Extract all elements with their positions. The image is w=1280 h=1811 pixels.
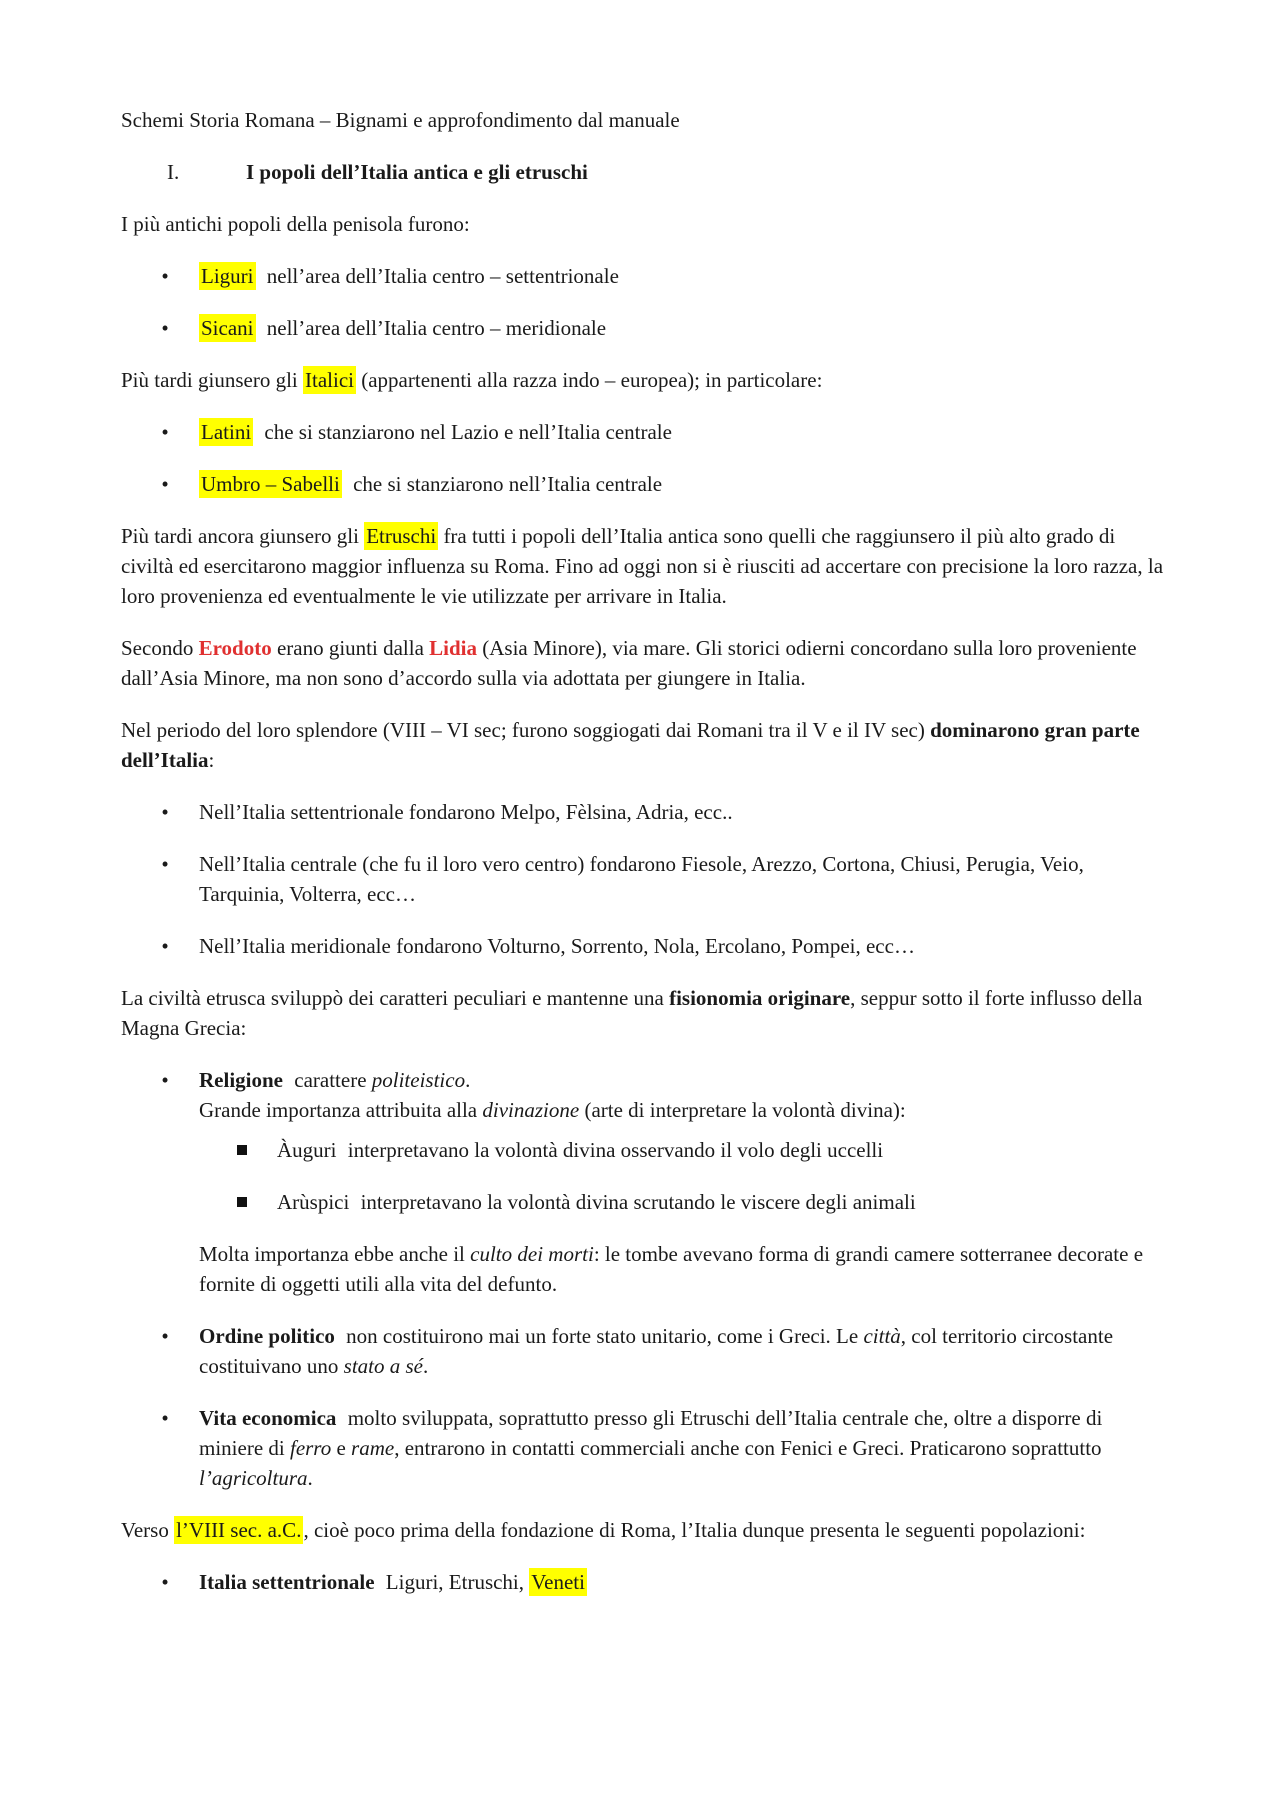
bullet-icon: • [161, 1406, 169, 1430]
bold-term: Religione [199, 1068, 283, 1092]
item-text: nell’area dell’Italia centro – settentrionale [266, 264, 619, 288]
bold-term: fisionomia originare [669, 986, 851, 1010]
section-number: I. [167, 160, 180, 184]
list-item [121, 797, 1165, 827]
highlighted-term: l’VIII sec. a.C. [176, 1518, 302, 1542]
list-item-ordine: • Ordine politico non costituirono mai un forte stato unitario, come i Greci. Le città, col territorio circostante costituivano uno stato a sé. [121, 1321, 1165, 1381]
list-item-religione: • Religione carattere politeistico. Grande importanza attribuita alla divinazione (arte di interpretare la volontà divina): Àuguri interpretavano la volontà divina osservando il volo degli uccelli Arùspici interpretavano la volontà divina scrutando le viscere degli animali Molta importanza ebbe anche il culto dei morti: le tombe avevano forma di grandi camere sotterranee decorate e fornite di oggetti utili alla vita del defunto. [121, 1065, 1165, 1299]
bold-term: dominarono gran parte dell’Italia [121, 718, 1140, 772]
item-text: che si stanziarono nel Lazio e nell’Italia centrale [264, 420, 672, 444]
highlighted-term: Umbro – Sabelli [201, 472, 340, 496]
list-item [121, 417, 1165, 447]
bold-term: Ordine politico [199, 1324, 335, 1348]
list-item: • Italia settentrionale Liguri, Etruschi, Veneti [121, 1567, 1165, 1597]
bullet-icon: • [161, 934, 169, 958]
bullet-icon: • [161, 800, 169, 824]
list-ancient-peoples [121, 261, 1165, 343]
list-item [121, 261, 1165, 291]
bullet-icon: • [161, 852, 169, 876]
paragraph-verso-viii: Verso l’VIII sec. a.C., cioè poco prima della fondazione di Roma, l’Italia dunque presenta le seguenti popolazioni: [121, 1518, 1086, 1542]
item-text: nell’area dell’Italia centro – meridionale [266, 316, 607, 340]
document-title: Schemi Storia Romana – Bignami e approfondimento dal manuale [121, 108, 680, 132]
paragraph-erodoto: Secondo Erodoto erano giunti dalla Lidia (Asia Minore), via mare. Gli storici odierni concordano sulla loro proveniente dall’Asia Minore, ma non sono d’accordo sulla via adottata per giungere in Italia. [121, 636, 1137, 690]
bullet-icon: • [161, 1324, 169, 1348]
square-bullet-icon [237, 1197, 247, 1207]
item-text: interpretavano la volontà divina osservando il volo degli uccelli [347, 1138, 884, 1162]
item-term: Arùspici [277, 1190, 350, 1214]
item-text: Nell’Italia settentrionale fondarono Melpo, Fèlsina, Adria, ecc.. [199, 800, 733, 824]
bold-term: Vita economica [199, 1406, 337, 1430]
highlighted-term: Etruschi [366, 524, 437, 548]
highlighted-term: Liguri [201, 264, 254, 288]
highlighted-term: Italici [305, 368, 354, 392]
item-term: Àuguri [277, 1138, 337, 1162]
bullet-icon: • [161, 420, 169, 444]
list-item [121, 849, 1165, 909]
list-item-vita: • Vita economica molto sviluppata, soprattutto presso gli Etruschi dell’Italia centrale che, oltre a disporre di miniere di ferro e rame, entrarono in contatti commerciali anche con Fenici e Greci. Praticarono soprattutto l’agricoltura. [121, 1403, 1165, 1493]
paragraph-culto-morti: Molta importanza ebbe anche il culto dei morti: le tombe avevano forma di grandi camere sotterranee decorate e fornite di oggetti utili alla vita del defunto. [199, 1242, 1144, 1296]
list-foundations [121, 797, 1165, 961]
section-title: I popoli dell’Italia antica e gli etruschi [246, 160, 588, 184]
list-item [199, 1187, 1165, 1217]
bullet-icon: • [161, 264, 169, 288]
bullet-icon: • [161, 316, 169, 340]
bullet-icon: • [161, 1570, 169, 1594]
list-item [121, 931, 1165, 961]
highlighted-term: Latini [201, 420, 252, 444]
list-item [199, 1135, 1165, 1165]
sublist-divinazione [199, 1135, 1165, 1217]
item-text: Nell’Italia meridionale fondarono Volturno, Sorrento, Nola, Ercolano, Pompei, ecc… [199, 934, 915, 958]
highlighted-term: Sicani [201, 316, 254, 340]
highlighted-term: Veneti [531, 1570, 585, 1594]
paragraph-ancient-peoples: I più antichi popoli della penisola furono: [121, 212, 470, 236]
section-heading [121, 157, 1165, 187]
item-text: che si stanziarono nell’Italia centrale [353, 472, 663, 496]
red-term: Lidia [429, 636, 478, 660]
list-item [121, 313, 1165, 343]
list-popolazioni [121, 1567, 1165, 1597]
paragraph-splendore: Nel periodo del loro splendore (VIII – VI sec; furono soggiogati dai Romani tra il V e il IV sec) dominarono gran parte dell’Italia: [121, 718, 1140, 772]
paragraph-italici: Più tardi giunsero gli Italici (appartenenti alla razza indo – europea); in particolare: [121, 368, 823, 392]
bold-term: Italia settentrionale [199, 1570, 375, 1594]
list-civilta [121, 1065, 1165, 1493]
item-text: Nell’Italia centrale (che fu il loro vero centro) fondarono Fiesole, Arezzo, Cortona, Chiusi, Perugia, Veio, Tarquinia, Volterra, ecc… [199, 852, 1084, 906]
list-italici [121, 417, 1165, 499]
item-text: interpretavano la volontà divina scrutando le viscere degli animali [360, 1190, 916, 1214]
paragraph-civilta: La civiltà etrusca sviluppò dei caratteri peculiari e mantenne una fisionomia originare, seppur sotto il forte influsso della Magna Grecia: [121, 986, 1143, 1040]
red-term: Erodoto [198, 636, 272, 660]
bullet-icon: • [161, 472, 169, 496]
bullet-icon: • [161, 1068, 169, 1092]
square-bullet-icon [237, 1145, 247, 1155]
paragraph-etruschi: Più tardi ancora giunsero gli Etruschi fra tutti i popoli dell’Italia antica sono quelli che raggiunsero il più alto grado di civiltà ed esercitarono maggior influenza su Roma. Fino ad oggi non si è riusciti ad accertare con precisione la loro razza, la loro provenienza ed eventualmente le vie utilizzate per arrivare in Italia. [121, 524, 1164, 608]
list-item [121, 469, 1165, 499]
